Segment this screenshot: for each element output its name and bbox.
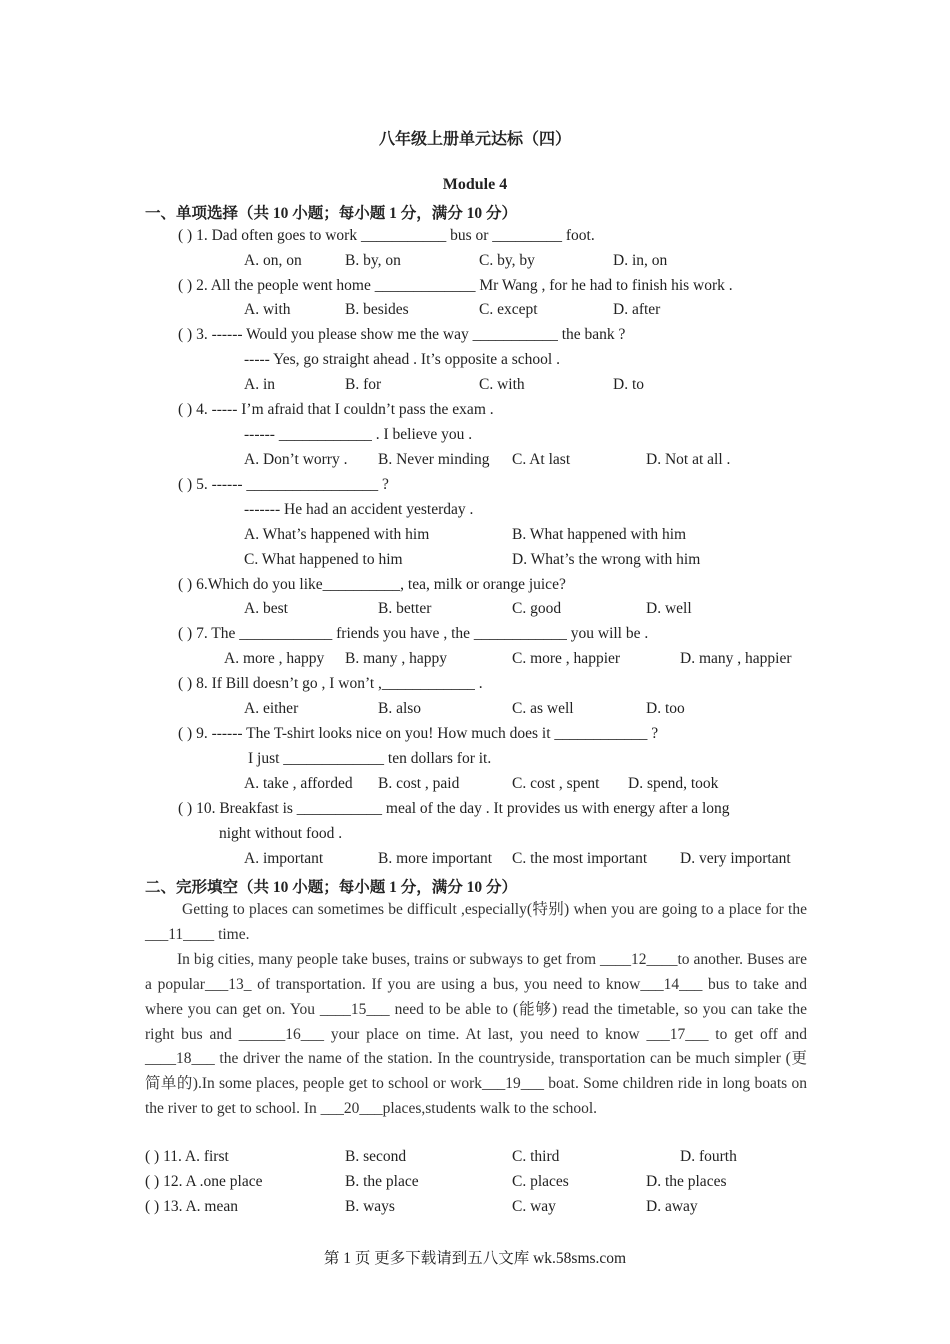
q4-option-d: D. Not at all . xyxy=(646,451,731,468)
page-footer: 第 1 页 更多下载请到五八文库 wk.58sms.com xyxy=(323,1250,627,1267)
q10-option-b: B. more important xyxy=(378,850,493,867)
q3-option-c: C. with xyxy=(479,376,525,393)
q2-option-d: D. after xyxy=(613,301,661,318)
q9-option-b: B. cost , paid xyxy=(378,775,460,792)
q6-option-a: A. best xyxy=(244,600,288,617)
q4-option-c: C. At last xyxy=(512,451,571,468)
passage-paragraph-1: Getting to places can sometimes be difficult ,especially(特别) when you are going to a place for the ___11____ time. xyxy=(145,901,807,943)
cloze-12-option-b: B. the place xyxy=(345,1173,419,1190)
question-1: ( ) 1. Dad often goes to work ___________ bus or _________ foot. xyxy=(178,227,595,244)
q7-option-d: D. many , happier xyxy=(680,650,792,667)
blank-16: ______16___ xyxy=(238,1025,324,1043)
q5-option-d: D. What’s the wrong with him xyxy=(512,551,701,568)
section2-heading: 二、完形填空（共 10 小题；每小题 1 分，满分 10 分） xyxy=(145,879,518,896)
q9-reply: I just _____________ ten dollars for it. xyxy=(248,750,492,767)
q6-option-b: B. better xyxy=(378,600,432,617)
question-7: ( ) 7. The ____________ friends you have , the ____________ you will be . xyxy=(178,625,649,642)
q5-reply: ------- He had an accident yesterday . xyxy=(244,501,474,518)
question-2: ( ) 2. All the people went home _____________ Mr Wang , for he had to finish his work . xyxy=(178,277,733,294)
q9-option-a: A. take , afforded xyxy=(244,775,353,792)
q2-option-a: A. with xyxy=(244,301,291,318)
blank-14: ___14___ xyxy=(640,975,703,993)
question-3: ( ) 3. ------ Would you please show me the way ___________ the bank ? xyxy=(178,326,626,343)
q6-option-c: C. good xyxy=(512,600,562,617)
q1-option-d: D. in, on xyxy=(613,252,668,269)
cloze-11-option-c: C. third xyxy=(512,1148,560,1165)
cloze-13-option-c: C. way xyxy=(512,1198,556,1215)
q3-option-a: A. in xyxy=(244,376,275,393)
page-title: 八年级上册单元达标（四） xyxy=(378,131,571,148)
cloze-12-option-c: C. places xyxy=(512,1173,569,1190)
cloze-11-option-d: D. fourth xyxy=(680,1148,737,1165)
question-9: ( ) 9. ------ The T-shirt looks nice on you! How much does it ____________ ? xyxy=(178,725,659,742)
q9-option-d: D. spend, took xyxy=(628,775,719,792)
q8-option-d: D. too xyxy=(646,700,685,717)
question-10: ( ) 10. Breakfast is ___________ meal of the day . It provides us with energy after a long xyxy=(178,800,730,817)
q8-option-b: B. also xyxy=(378,700,422,717)
q10-option-c: C. the most important xyxy=(512,850,648,867)
cloze-11-option-b: B. second xyxy=(345,1148,407,1165)
blank-18: ____18___ xyxy=(145,1050,215,1068)
q1-option-c: C. by, by xyxy=(479,252,535,269)
q7-option-c: C. more , happier xyxy=(512,650,621,667)
q7-option-b: B. many , happy xyxy=(345,650,448,667)
q3-reply: ----- Yes, go straight ahead . It’s opposite a school . xyxy=(244,351,560,368)
q2-option-c: C. except xyxy=(479,301,538,318)
question-5: ( ) 5. ------ _________________ ? xyxy=(178,476,389,493)
q8-option-a: A. either xyxy=(244,700,299,717)
q9-option-c: C. cost , spent xyxy=(512,775,600,792)
q3-option-d: D. to xyxy=(613,376,644,393)
module-heading: Module 4 xyxy=(442,176,508,193)
blank-11: ___11____ xyxy=(145,925,215,943)
q4-reply: ------ ____________ . I believe you . xyxy=(244,426,473,443)
section1-heading: 一、单项选择（共 10 小题；每小题 1 分，满分 10 分） xyxy=(145,205,518,222)
cloze-11: ( ) 11. A. first xyxy=(145,1148,229,1165)
passage-paragraph-2: In big cities, many people take buses, trains or subways to get from ____12____to another. Buses are a popular___13_ of transportation. If you are using a bus, you need to know___14___ bus to take and where you can get on. You ____15___ need to be able to (能够) read the timetable, so you can take the right bus and ______16___ your place on time. At last, you need to know ___17___ to get off and ____18___ the driver the name of the station. In the countryside, transportation can be much simpler (更简单的).In some places, people get to school or work___19___ boat. Some children ride in long boats on the river to get to school. In ___20___places,students walk to the school. xyxy=(145,950,808,1118)
q4-option-b: B. Never minding xyxy=(378,451,490,468)
q10-option-d: D. very important xyxy=(680,850,791,867)
q1-option-a: A. on, on xyxy=(244,252,302,269)
q6-option-d: D. well xyxy=(646,600,692,617)
question-8: ( ) 8. If Bill doesn’t go , I won’t ,____________ . xyxy=(178,675,483,692)
blank-15: ____15___ xyxy=(319,1000,390,1018)
q1-option-b: B. by, on xyxy=(345,252,401,269)
blank-12: ____12____ xyxy=(600,950,678,968)
q3-option-b: B. for xyxy=(345,376,382,393)
cloze-12-option-d: D. the places xyxy=(646,1173,727,1190)
cloze-13-option-b: B. ways xyxy=(345,1198,395,1215)
q7-option-a: A. more , happy xyxy=(224,650,325,667)
cloze-13: ( ) 13. A. mean xyxy=(145,1198,238,1215)
question-4: ( ) 4. ----- I’m afraid that I couldn’t pass the exam . xyxy=(178,401,494,418)
cloze-12: ( ) 12. A .one place xyxy=(145,1173,263,1190)
q2-option-b: B. besides xyxy=(345,301,409,318)
q10-option-a: A. important xyxy=(244,850,324,867)
q4-option-a: A. Don’t worry . xyxy=(244,451,348,468)
q8-option-c: C. as well xyxy=(512,700,574,717)
q5-option-b: B. What happened with him xyxy=(512,526,687,543)
q10-continuation: night without food . xyxy=(219,825,343,842)
q5-option-c: C. What happened to him xyxy=(244,551,403,568)
cloze-passage xyxy=(145,898,807,1122)
blank-19: ___19___ xyxy=(482,1075,544,1093)
blank-20: ___20___ xyxy=(320,1100,383,1118)
blank-13: ___13_ xyxy=(204,975,252,993)
q5-option-a: A. What’s happened with him xyxy=(244,526,430,543)
question-6: ( ) 6.Which do you like__________, tea, milk or orange juice? xyxy=(178,576,566,593)
blank-17: ___17___ xyxy=(646,1025,709,1043)
cloze-13-option-d: D. away xyxy=(646,1198,698,1215)
